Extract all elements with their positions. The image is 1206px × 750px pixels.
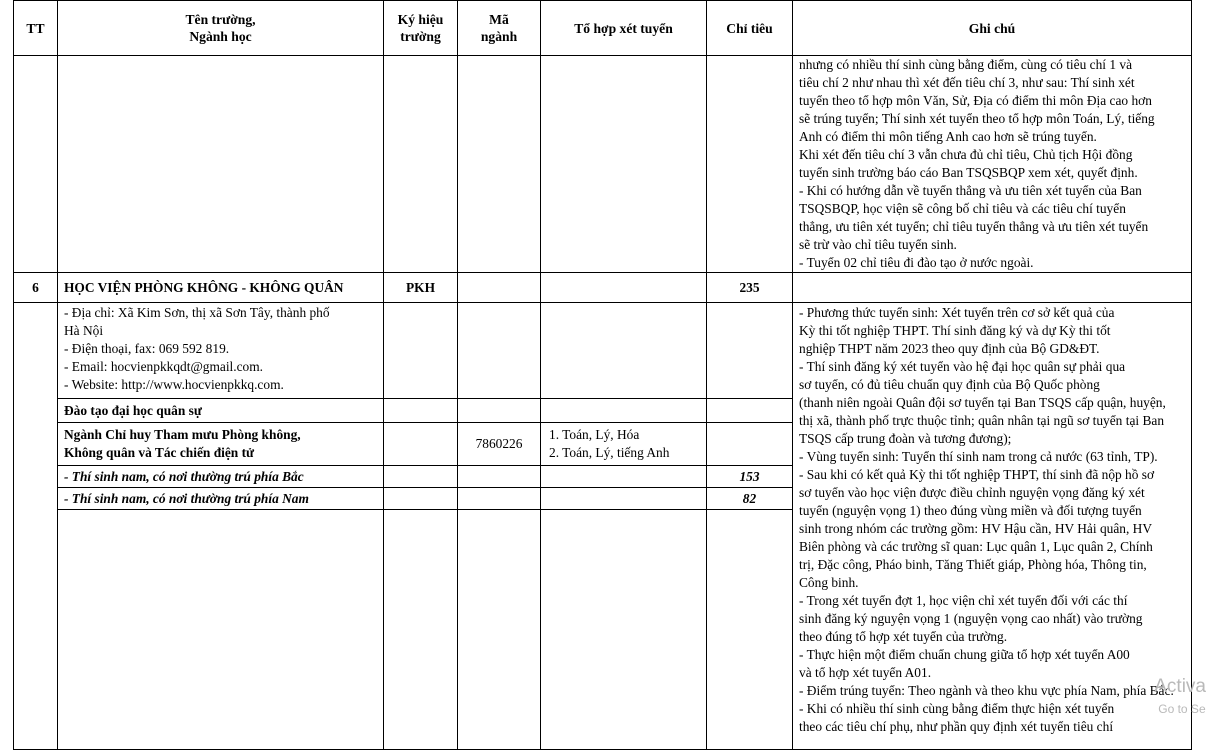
contact-email: - Email: hocvienpkkqdt@gmail.com. <box>64 359 264 374</box>
contact-address-cont: Hà Nội <box>64 323 104 338</box>
north-major-cell <box>458 466 541 488</box>
header-tt: TT <box>14 1 58 56</box>
note-line: theo đúng tổ hợp xét tuyển của trường. <box>799 629 1008 644</box>
south-major-cell <box>458 488 541 510</box>
note-line: - Trong xét tuyển đợt 1, học viện chỉ xét tuyển đối với các thí <box>799 593 1128 608</box>
major-quota-cell <box>707 423 793 466</box>
continued-note-line: tuyển sinh trường báo cáo Ban TSQSBQP xem xét, quyết định. <box>799 165 1138 180</box>
header-quota: Chỉ tiêu <box>707 1 793 56</box>
header-notes: Ghi chú <box>793 1 1192 56</box>
continued-notes-cell <box>793 56 1192 273</box>
watermark-line2: Go to Se <box>1158 702 1206 716</box>
contact-website: - Website: http://www.hocvienpkkq.com. <box>64 377 284 392</box>
header-row <box>14 1 1192 56</box>
south-code-cell <box>384 488 458 510</box>
header-school-line1: Tên trường, <box>185 12 256 27</box>
major-name-line2: Không quân và Tác chiến điện tử <box>64 445 255 460</box>
note-line: - Sau khi có kết quả Kỳ thi tốt nghiệp THPT, thí sinh đã nộp hồ sơ <box>799 467 1155 482</box>
note-line: - Điểm trúng tuyển: Theo ngành và theo khu vực phía Nam, phía Bắc. <box>799 683 1174 698</box>
trailing-name-cell <box>58 510 384 750</box>
note-line: Biên phòng và các trường sĩ quan: Lục quân 1, Lục quân 2, Chính <box>799 539 1153 554</box>
activation-watermark <box>1154 676 1206 720</box>
university-notes-cell <box>793 303 1192 750</box>
continued-major-cell <box>458 56 541 273</box>
note-line: TSQS cấp trung đoàn và tương đương); <box>799 431 1012 446</box>
contact-phone: - Điện thoại, fax: 069 592 819. <box>64 341 230 356</box>
continued-note-line: sẽ trừ vào chỉ tiêu tuyển sinh. <box>799 237 957 252</box>
training-code-cell <box>384 399 458 423</box>
continued-note-line: tiêu chí 2 như nhau thì xét đến tiêu chí 3, như sau: Thí sinh xét <box>799 75 1135 90</box>
training-label: Đào tạo đại học quân sự <box>58 399 384 423</box>
continued-note-line: Anh có điểm thi môn tiếng Anh cao hơn sẽ trúng tuyển. <box>799 129 1097 144</box>
university-quota: 235 <box>707 273 793 303</box>
header-code-line2: trường <box>400 29 441 44</box>
university-notes-empty <box>793 273 1192 303</box>
continued-note-line: tuyển theo tổ hợp môn Văn, Sử, Địa có điểm thi môn Địa cao hơn <box>799 93 1152 108</box>
admission-table <box>13 0 1192 750</box>
note-line: - Thí sinh đăng ký xét tuyển vào hệ đại học quân sự phải qua <box>799 359 1126 374</box>
note-line: và tổ hợp xét tuyển A01. <box>799 665 932 680</box>
university-combo-empty <box>541 273 707 303</box>
university-row <box>14 273 1192 303</box>
note-line: thị xã, thành phố trực thuộc tỉnh; quân nhân tại ngũ sơ tuyển tại Ban <box>799 413 1165 428</box>
major-name-line1: Ngành Chỉ huy Tham mưu Phòng không, <box>64 427 301 442</box>
training-quota-cell <box>707 399 793 423</box>
north-label: - Thí sinh nam, có nơi thường trú phía Bắc <box>58 466 384 488</box>
header-school-line2: Ngành học <box>189 29 252 44</box>
note-line: tuyển (nguyện vọng 1) theo đúng vùng miền và đối tượng tuyển <box>799 503 1142 518</box>
training-combo-cell <box>541 399 707 423</box>
major-combos <box>541 423 707 466</box>
continued-note-line: nhưng có nhiều thí sinh cùng bằng điểm, cùng có tiêu chí 1 và <box>799 57 1133 72</box>
continued-name-cell <box>58 56 384 273</box>
note-line: sơ tuyển, có đủ tiêu chuẩn quy định của Bộ Quốc phòng <box>799 377 1100 392</box>
continued-note-line: TSQSBQP, học viện sẽ công bố chỉ tiêu và các tiêu chí tuyển <box>799 201 1126 216</box>
major-school-code-cell <box>384 423 458 466</box>
continued-note-line: - Khi có hướng dẫn về tuyển thẳng và ưu tiên xét tuyển của Ban <box>799 183 1142 198</box>
note-line: sinh trong nhóm các trường gồm: HV Hậu cần, HV Hải quân, HV <box>799 521 1153 536</box>
contact-cell <box>58 303 384 399</box>
note-line: - Thực hiện một điểm chuẩn chung giữa tổ hợp xét tuyển A00 <box>799 647 1130 662</box>
university-major-empty <box>458 273 541 303</box>
combo-item: 2. Toán, Lý, tiếng Anh <box>549 445 670 460</box>
header-subject-combos: Tổ hợp xét tuyển <box>541 1 707 56</box>
header-major-code <box>458 1 541 56</box>
university-name: HỌC VIỆN PHÒNG KHÔNG - KHÔNG QUÂN <box>58 273 384 303</box>
major-name <box>58 423 384 466</box>
north-code-cell <box>384 466 458 488</box>
trailing-code-cell <box>384 510 458 750</box>
major-code: 7860226 <box>458 423 541 466</box>
trailing-quota-cell <box>707 510 793 750</box>
note-line: sơ tuyển vào học viện được điều chỉnh nguyện vọng đăng ký xét <box>799 485 1145 500</box>
training-major-cell <box>458 399 541 423</box>
header-code-line1: Ký hiệu <box>397 12 444 27</box>
university-tt: 6 <box>14 273 58 303</box>
contact-quota-cell <box>707 303 793 399</box>
north-combo-cell <box>541 466 707 488</box>
header-school-code <box>384 1 458 56</box>
contact-code-cell <box>384 303 458 399</box>
north-quota: 153 <box>707 466 793 488</box>
note-line: (thanh niên ngoài Quân đội sơ tuyển tại Ban TSQS cấp quận, huyện, <box>799 395 1166 410</box>
continued-note-line: sẽ trúng tuyển; Thí sinh xét tuyển theo tổ hợp môn Toán, Lý, tiếng <box>799 111 1155 126</box>
university-code: PKH <box>384 273 458 303</box>
continued-tt-cell <box>14 56 58 273</box>
continued-combo-cell <box>541 56 707 273</box>
note-line: Kỳ thi tốt nghiệp THPT. Thí sinh đăng ký và dự Kỳ thi tốt <box>799 323 1111 338</box>
note-line: trị, Đặc công, Pháo binh, Tăng Thiết giáp, Phòng hóa, Thông tin, <box>799 557 1147 572</box>
south-label: - Thí sinh nam, có nơi thường trú phía Nam <box>58 488 384 510</box>
note-line: Công binh. <box>799 575 859 590</box>
trailing-combo-cell <box>541 510 707 750</box>
header-major-line2: ngành <box>480 29 518 44</box>
header-major-line1: Mã <box>489 12 509 27</box>
note-line: nghiệp THPT năm 2023 theo quy định của Bộ GD&ĐT. <box>799 341 1100 356</box>
note-line: - Khi có nhiều thí sinh cùng bằng điểm thực hiện xét tuyển <box>799 701 1115 716</box>
note-line: theo các tiêu chí phụ, như phần quy định xét tuyển tiêu chí <box>799 719 1114 734</box>
south-quota: 82 <box>707 488 793 510</box>
continued-row <box>14 56 1192 273</box>
note-line: - Vùng tuyển sinh: Tuyển thí sinh nam trong cả nước (63 tỉnh, TP). <box>799 449 1158 464</box>
continued-note-line: - Tuyển 02 chỉ tiêu đi đào tạo ở nước ngoài. <box>799 255 1034 270</box>
note-line: - Phương thức tuyển sinh: Xét tuyển trên cơ sở kết quả của <box>799 305 1115 320</box>
contact-tt-cell <box>14 303 58 750</box>
continued-note-line: thẳng, ưu tiên xét tuyển; chỉ tiêu tuyển thẳng và ưu tiên xét tuyển <box>799 219 1149 234</box>
note-line: sinh đăng ký nguyện vọng 1 (nguyện vọng cao nhất) vào trường <box>799 611 1143 626</box>
header-school-major <box>58 1 384 56</box>
trailing-major-cell <box>458 510 541 750</box>
continued-quota-cell <box>707 56 793 273</box>
continued-note-line: Khi xét đến tiêu chí 3 vẫn chưa đủ chỉ tiêu, Chủ tịch Hội đồng <box>799 147 1133 162</box>
contact-address: - Địa chỉ: Xã Kim Sơn, thị xã Sơn Tây, thành phố <box>64 305 330 320</box>
combo-item: 1. Toán, Lý, Hóa <box>549 427 640 442</box>
watermark-line1: Activa <box>1154 676 1206 697</box>
continued-code-cell <box>384 56 458 273</box>
contact-row <box>14 303 1192 399</box>
contact-combo-cell <box>541 303 707 399</box>
contact-major-cell <box>458 303 541 399</box>
south-combo-cell <box>541 488 707 510</box>
